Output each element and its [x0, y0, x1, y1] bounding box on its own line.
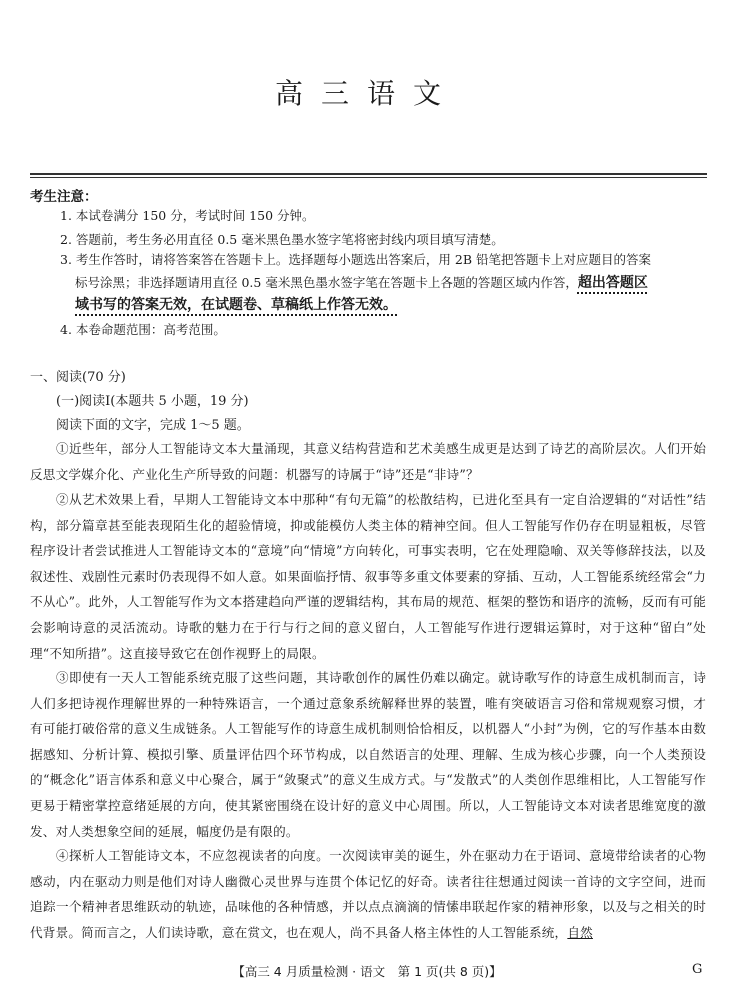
paragraph-1: ①近些年，部分人工智能诗文本大量涌现，其意义结构营造和艺术美感生成更是达到了诗艺的高阶层次。人们开始反思文学媒介化、产业化生产所导致的问题：机器写的诗属于“诗”还是“非诗”？: [30, 441, 706, 482]
notice-item-4: 4. 本卷命题范围：高考范围。: [60, 322, 226, 337]
notice-heading: 考生注意：: [30, 189, 98, 205]
sub-section-heading: (一)阅读Ⅰ(本题共 5 小题，19 分): [56, 394, 249, 409]
paragraph-4-underlined: 自然: [567, 924, 593, 940]
notice-item-2: 2. 答题前，考生务必用直径 0.5 毫米黑色墨水签字笔将密封线内项目填写清楚。: [60, 232, 504, 247]
paragraph-4-text: ④探析人工智能诗文本，不应忽视读者的向度。一次阅读审美的诞生，外在驱动力在于语词、意境带给读者的心物感动，内在驱动力则是他们对诗人幽微心灵世界与连贯个体记忆的好奇。读者往往想通过阅读一首诗的文字空间，进而追踪一个精神者思维跃动的轨迹，品味他的各种情感，并以点点滴滴的情愫串联起作家的精神形象，以及与之相关的时代背景。简而言之，人们读诗歌，意在赏文，也在观人，尚不具备人格主体性的人工智能系统，: [30, 848, 706, 940]
notice-emphasis-line: [75, 294, 397, 314]
notice-item-3-line2: 标号涂黑；非选择题请用直径 0.5 毫米黑色墨水签字笔在答题卡上各题的答题区域内作答，: [75, 275, 578, 290]
notice-item-1: 1. 本试卷满分 150 分，考试时间 150 分钟。: [60, 208, 315, 223]
paragraph-3: ③即使有一天人工智能系统克服了这些问题，其诗歌创作的属性仍难以确定。就诗歌写作的诗意生成机制而言，诗人们多把诗视作理解世界的一种特殊语言，一个通过意象系统解释世界的装置，唯有突破语言习俗和常规观察习惯，才有可能打破俗常的意义生成链条。人工智能写作的诗意生成机制则恰恰相反，以机器人“小封”为例，它的写作基本由数据感知、分析计算、模拟引擎、质量评估四个环节构成，以自然语言的处理、理解、生成为核心步骤，向一个人类预设的“概念化”语言体系和意义中心聚合，属于“敛聚式”的意义生成方式。与“发散式”的人类创作思维相比，人工智能写作更易于精密掌控意绪延展的方向，使其紧密围绕在设计好的意义中心周围。所以，人工智能诗文本对读者思维宽度的激发、对人类想象空间的延展，幅度仍是有限的。: [30, 670, 706, 839]
page-footer: 【高三 4 月质量检测 · 语文 第 1 页(共 8 页)】: [232, 964, 502, 979]
paragraph-2: ②从艺术效果上看，早期人工智能诗文本中那种“有句无篇”的松散结构，已进化至具有一定自洽逻辑的“对话性”结构，部分篇章甚至能表现陌生化的超验情境，抑或能模仿人类主体的精神空间。但人工智能写作仍存在明显粗板，尽管程序设计者尝试推进人工智能诗文本的“意境”向“情境”方向转化，可事实表明，它在处理隐喻、双关等修辞技法，以及叙述性、戏剧性元素时仍表现得不如人意。如果面临抒情、叙事等多重文体要素的穿插、互动，人工智能系统经常会“力不从心”。此外，人工智能写作为文本搭建趋向严谨的逻辑结构，其布局的规范、框架的整饬和语序的流畅，反而有可能会影响诗意的灵活流动。诗歌的魅力在于行与行之间的意义留白，人工智能写作进行逻辑运算时，对于这种“留白”处理“不知所措”。这直接导致它在创作视野上的局限。: [30, 492, 706, 661]
notice-item-3: 3. 考生作答时，请将答案答在答题卡上。选择题每小题选出答案后，用 2B 铅笔把答题卡上对应题目的答案: [60, 252, 651, 267]
notice-emphasis-2: 域书写的答案无效，在试题卷、草稿纸上作答无效。: [75, 297, 397, 313]
divider-thick: [30, 173, 707, 175]
footer-code: G: [692, 962, 703, 977]
reading-instruction: 阅读下面的文字，完成 1～5 题。: [56, 418, 250, 433]
notice-item-3-cont: [75, 272, 648, 292]
notice-emphasis-1: 超出答题区: [577, 275, 648, 291]
section-heading: 一、阅读(70 分): [30, 370, 126, 385]
divider-thin: [30, 177, 707, 178]
paragraph-4: [30, 843, 706, 945]
exam-title: 高三语文: [274, 77, 459, 110]
